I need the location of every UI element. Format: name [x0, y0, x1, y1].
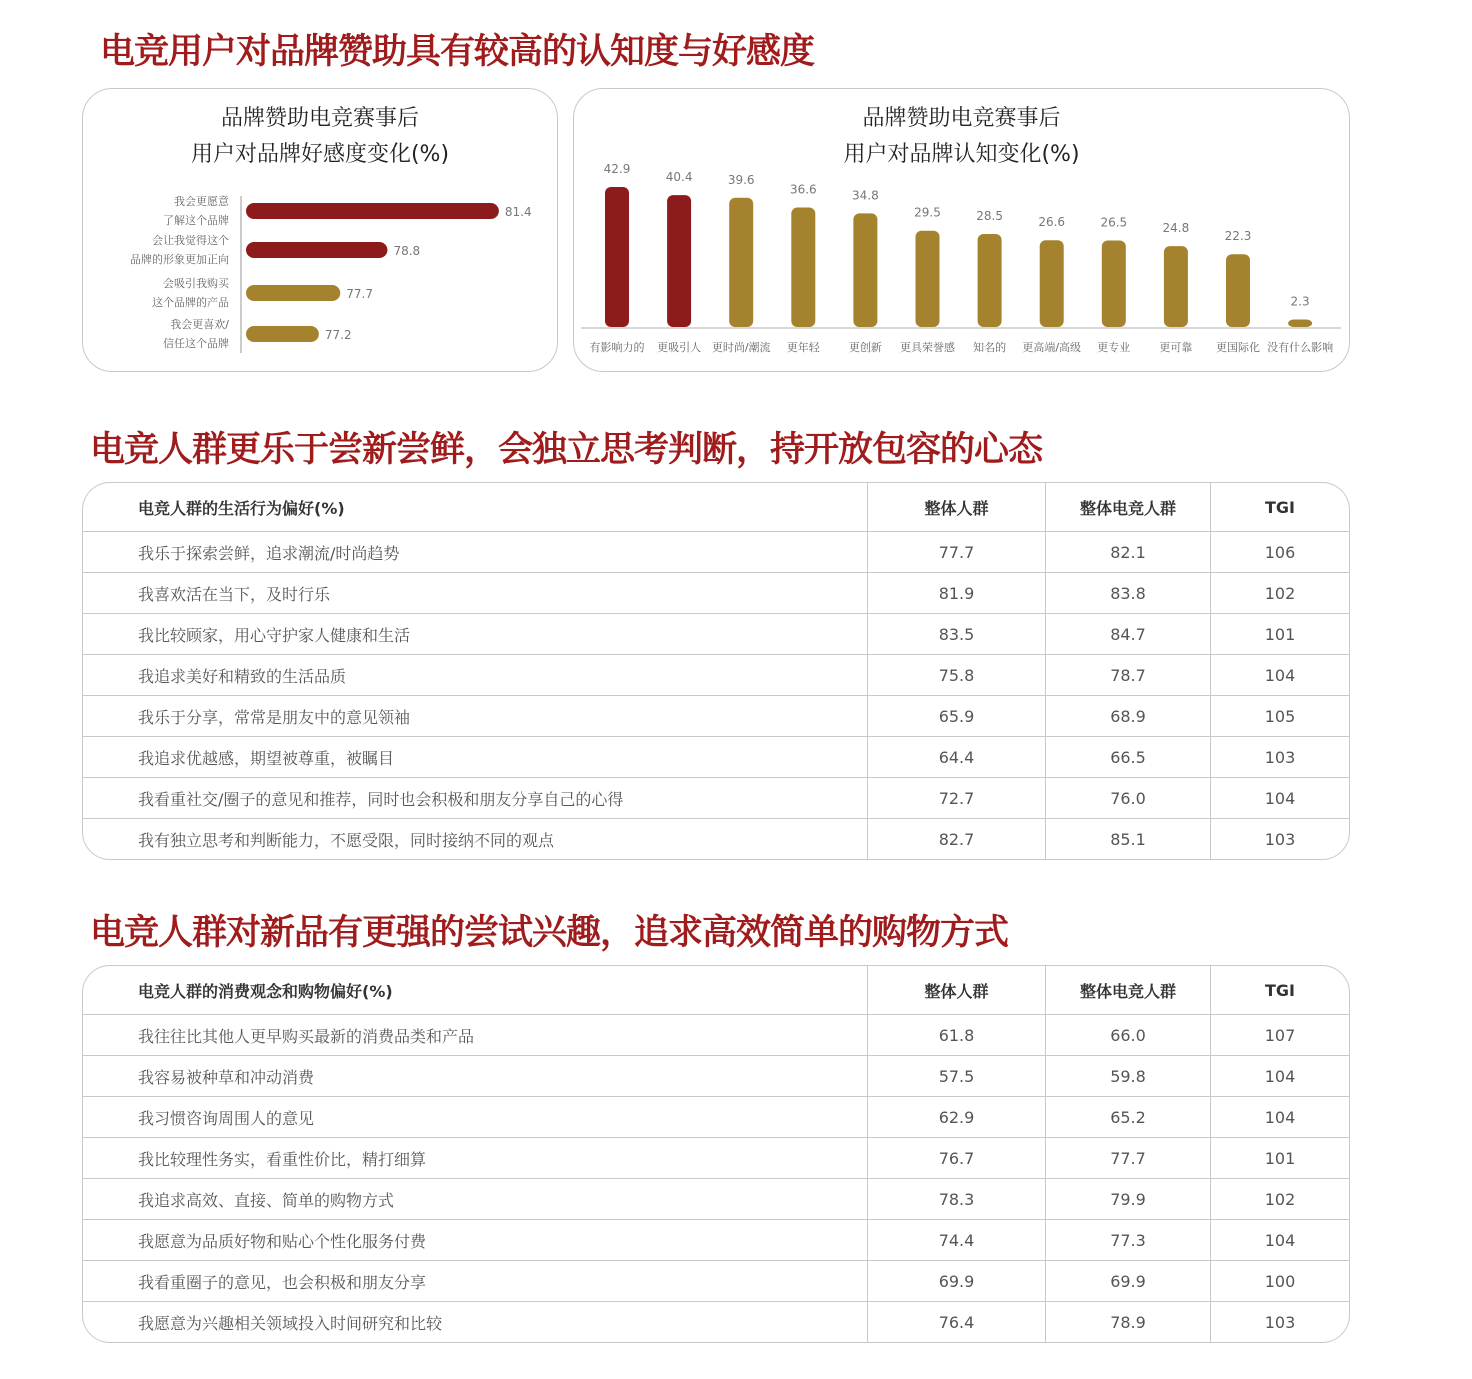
- bar: [853, 213, 877, 327]
- table-cell-value: 103: [1210, 819, 1349, 859]
- table-cell-value: 77.7: [1045, 1138, 1210, 1178]
- table-cell-value: 65.9: [867, 696, 1045, 736]
- table-cell-value: 78.3: [867, 1179, 1045, 1219]
- table-row: [83, 736, 1349, 777]
- table-cell-value: 75.8: [867, 655, 1045, 695]
- table-row: [83, 818, 1349, 859]
- table-cell-label: 我乐于分享，常常是朋友中的意见领袖: [138, 707, 411, 727]
- table-row: [83, 695, 1349, 736]
- table-cell-label: 我容易被种草和冲动消费: [138, 1067, 315, 1087]
- table-cell-label: 我追求优越感，期望被尊重，被瞩目: [138, 748, 395, 768]
- category-label: 有影响力的: [589, 341, 645, 354]
- section-title-shopping: 电竞人群对新品有更强的尝试兴趣，追求高效简单的购物方式: [90, 913, 1009, 953]
- category-label: 信任这个品牌: [163, 337, 229, 350]
- table-cell-value: 69.9: [867, 1261, 1045, 1301]
- table-row: [83, 1014, 1349, 1055]
- category-label: 更高端/高级: [1022, 341, 1082, 354]
- table-cell-value: 81.9: [867, 573, 1045, 613]
- category-label: 更专业: [1097, 341, 1131, 354]
- category-label: 更时尚/潮流: [711, 341, 771, 354]
- table-cell-value: 66.5: [1045, 737, 1210, 777]
- data-label: 77.2: [324, 328, 352, 342]
- table-cell-label: 我喜欢活在当下，及时行乐: [138, 584, 331, 604]
- bar: [246, 203, 499, 219]
- bar: [1164, 246, 1188, 327]
- table-cell-value: 76.0: [1045, 778, 1210, 818]
- lifestyle-table: [82, 482, 1350, 860]
- column-header: TGI: [1210, 483, 1349, 531]
- table-cell-value: 103: [1210, 737, 1349, 777]
- table-cell-value: 104: [1210, 778, 1349, 818]
- table-row: [83, 1096, 1349, 1137]
- table-cell-value: 101: [1210, 614, 1349, 654]
- category-label: 更年轻: [786, 341, 820, 354]
- chart-title-line2: 用户对品牌好感度变化(%): [190, 142, 450, 167]
- category-label: 这个品牌的产品: [152, 296, 229, 309]
- data-label: 77.7: [346, 287, 374, 301]
- category-label: 更具荣誉感: [900, 341, 955, 354]
- category-label: 没有什么影响: [1267, 341, 1334, 354]
- chart-title-line2: 用户对品牌认知变化(%): [843, 142, 1080, 167]
- awareness-bar-chart: [574, 89, 1351, 373]
- table-cell-value: 65.2: [1045, 1097, 1210, 1137]
- category-label: 更创新: [848, 341, 882, 354]
- column-header: 整体人群: [867, 483, 1045, 531]
- table-row: [83, 1260, 1349, 1301]
- category-label: 我会更愿意: [174, 195, 229, 208]
- data-label: 2.3: [1290, 294, 1310, 309]
- favorability-bar-chart: [83, 89, 559, 373]
- table-cell-label: 我追求美好和精致的生活品质: [138, 666, 347, 686]
- column-header: TGI: [1210, 966, 1349, 1014]
- data-label: 26.6: [1038, 215, 1066, 230]
- table-cell-value: 64.4: [867, 737, 1045, 777]
- table-cell-label: 我比较理性务实，看重性价比，精打细算: [138, 1149, 427, 1169]
- awareness-chart-card: [573, 88, 1350, 372]
- data-label: 24.8: [1162, 221, 1190, 236]
- table-cell-label: 我乐于探索尝鲜，追求潮流/时尚趋势: [138, 543, 400, 563]
- table-cell-value: 104: [1210, 1097, 1349, 1137]
- table-cell-label: 我比较顾家，用心守护家人健康和生活: [138, 625, 411, 645]
- shopping-table: [82, 965, 1350, 1343]
- section-title-awareness: 电竞用户对品牌赞助具有较高的认知度与好感度: [100, 32, 815, 72]
- category-label: 知名的: [973, 341, 1007, 354]
- bar: [246, 285, 340, 301]
- table-row: [83, 1055, 1349, 1096]
- table-cell-value: 66.0: [1045, 1015, 1210, 1055]
- category-label: 我会更喜欢/: [170, 318, 229, 331]
- data-label: 26.5: [1100, 215, 1128, 230]
- table-cell-value: 105: [1210, 696, 1349, 736]
- table-cell-value: 78.9: [1045, 1302, 1210, 1342]
- column-header: 整体电竞人群: [1045, 966, 1210, 1014]
- table-cell-value: 77.3: [1045, 1220, 1210, 1260]
- data-label: 36.6: [789, 182, 817, 197]
- table-cell-value: 78.7: [1045, 655, 1210, 695]
- table-row: [83, 572, 1349, 613]
- table-cell-value: 74.4: [867, 1220, 1045, 1260]
- table-cell-label: 我追求高效、直接、简单的购物方式: [138, 1190, 395, 1210]
- category-label: 更吸引人: [657, 341, 702, 354]
- column-header: 电竞人群的消费观念和购物偏好(%): [138, 981, 393, 1001]
- table-cell-value: 101: [1210, 1138, 1349, 1178]
- table-cell-value: 59.8: [1045, 1056, 1210, 1096]
- table-cell-label: 我往往比其他人更早购买最新的消费品类和产品: [138, 1026, 475, 1046]
- table-cell-value: 72.7: [867, 778, 1045, 818]
- table-cell-value: 76.4: [867, 1302, 1045, 1342]
- table-cell-value: 107: [1210, 1015, 1349, 1055]
- bar: [791, 208, 815, 327]
- table-row: [83, 1301, 1349, 1342]
- table-cell-label: 我看重圈子的意见，也会积极和朋友分享: [138, 1272, 427, 1292]
- table-cell-label: 我愿意为兴趣相关领域投入时间研究和比较: [138, 1313, 443, 1333]
- table-row: [83, 1137, 1349, 1178]
- table-cell-value: 83.8: [1045, 573, 1210, 613]
- table-cell-label: 我有独立思考和判断能力，不愿受限，同时接纳不同的观点: [138, 830, 555, 850]
- table-header-row: [83, 483, 1349, 531]
- data-label: 42.9: [603, 162, 631, 176]
- data-label: 22.3: [1224, 229, 1252, 244]
- category-label: 品牌的形象更加正向: [130, 253, 229, 266]
- data-label: 28.5: [976, 208, 1003, 223]
- table-cell-value: 104: [1210, 655, 1349, 695]
- category-label: 更国际化: [1216, 341, 1260, 354]
- table-cell-value: 102: [1210, 573, 1349, 613]
- table-cell-value: 82.1: [1045, 532, 1210, 572]
- chart-title-line1: 品牌赞助电竞赛事后: [862, 106, 1061, 131]
- table-cell-value: 106: [1210, 532, 1349, 572]
- data-label: 78.8: [393, 244, 421, 258]
- data-label: 34.8: [852, 188, 879, 203]
- table-row: [83, 531, 1349, 572]
- table-cell-value: 69.9: [1045, 1261, 1210, 1301]
- bar: [1040, 240, 1064, 327]
- table-row: [83, 654, 1349, 695]
- table-cell-value: 85.1: [1045, 819, 1210, 859]
- table-cell-value: 104: [1210, 1220, 1349, 1260]
- section-title-lifestyle: 电竞人群更乐于尝新尝鲜，会独立思考判断，持开放包容的心态: [90, 430, 1043, 470]
- bar: [916, 231, 940, 327]
- bar: [1288, 319, 1312, 327]
- bar: [667, 195, 691, 327]
- table-cell-value: 68.9: [1045, 696, 1210, 736]
- table-row: [83, 777, 1349, 818]
- bar: [246, 242, 387, 258]
- table-row: [83, 613, 1349, 654]
- data-label: 81.4: [504, 205, 532, 219]
- table-cell-value: 104: [1210, 1056, 1349, 1096]
- column-header: 整体电竞人群: [1045, 483, 1210, 531]
- favorability-chart-card: [82, 88, 558, 372]
- bar: [729, 198, 753, 327]
- chart-title-line1: 品牌赞助电竞赛事后: [220, 106, 419, 131]
- table-cell-label: 我习惯咨询周围人的意见: [138, 1108, 315, 1128]
- category-label: 会让我觉得这个: [152, 234, 229, 247]
- column-header: 整体人群: [867, 966, 1045, 1014]
- table-cell-value: 61.8: [867, 1015, 1045, 1055]
- data-label: 40.4: [665, 170, 693, 185]
- bar: [605, 187, 629, 327]
- table-row: [83, 1178, 1349, 1219]
- table-cell-value: 100: [1210, 1261, 1349, 1301]
- category-label: 了解这个品牌: [163, 214, 229, 227]
- table-cell-value: 57.5: [867, 1056, 1045, 1096]
- table-cell-value: 77.7: [867, 532, 1045, 572]
- bar: [1226, 254, 1250, 327]
- table-cell-value: 102: [1210, 1179, 1349, 1219]
- table-cell-value: 76.7: [867, 1138, 1045, 1178]
- table-cell-value: 79.9: [1045, 1179, 1210, 1219]
- table-cell-value: 82.7: [867, 819, 1045, 859]
- column-header: 电竞人群的生活行为偏好(%): [138, 498, 345, 518]
- data-label: 29.5: [914, 205, 941, 220]
- bar: [1102, 241, 1126, 327]
- data-label: 39.6: [727, 172, 755, 187]
- table-cell-value: 62.9: [867, 1097, 1045, 1137]
- category-label: 会吸引我购买: [163, 277, 229, 290]
- table-cell-value: 83.5: [867, 614, 1045, 654]
- category-label: 更可靠: [1159, 341, 1193, 354]
- table-cell-label: 我愿意为品质好物和贴心个性化服务付费: [138, 1231, 427, 1251]
- table-cell-value: 84.7: [1045, 614, 1210, 654]
- bar: [246, 326, 319, 342]
- table-cell-label: 我看重社交/圈子的意见和推荐，同时也会积极和朋友分享自己的心得: [138, 789, 624, 809]
- table-row: [83, 1219, 1349, 1260]
- table-header-row: [83, 966, 1349, 1014]
- bar: [978, 234, 1002, 327]
- table-cell-value: 103: [1210, 1302, 1349, 1342]
